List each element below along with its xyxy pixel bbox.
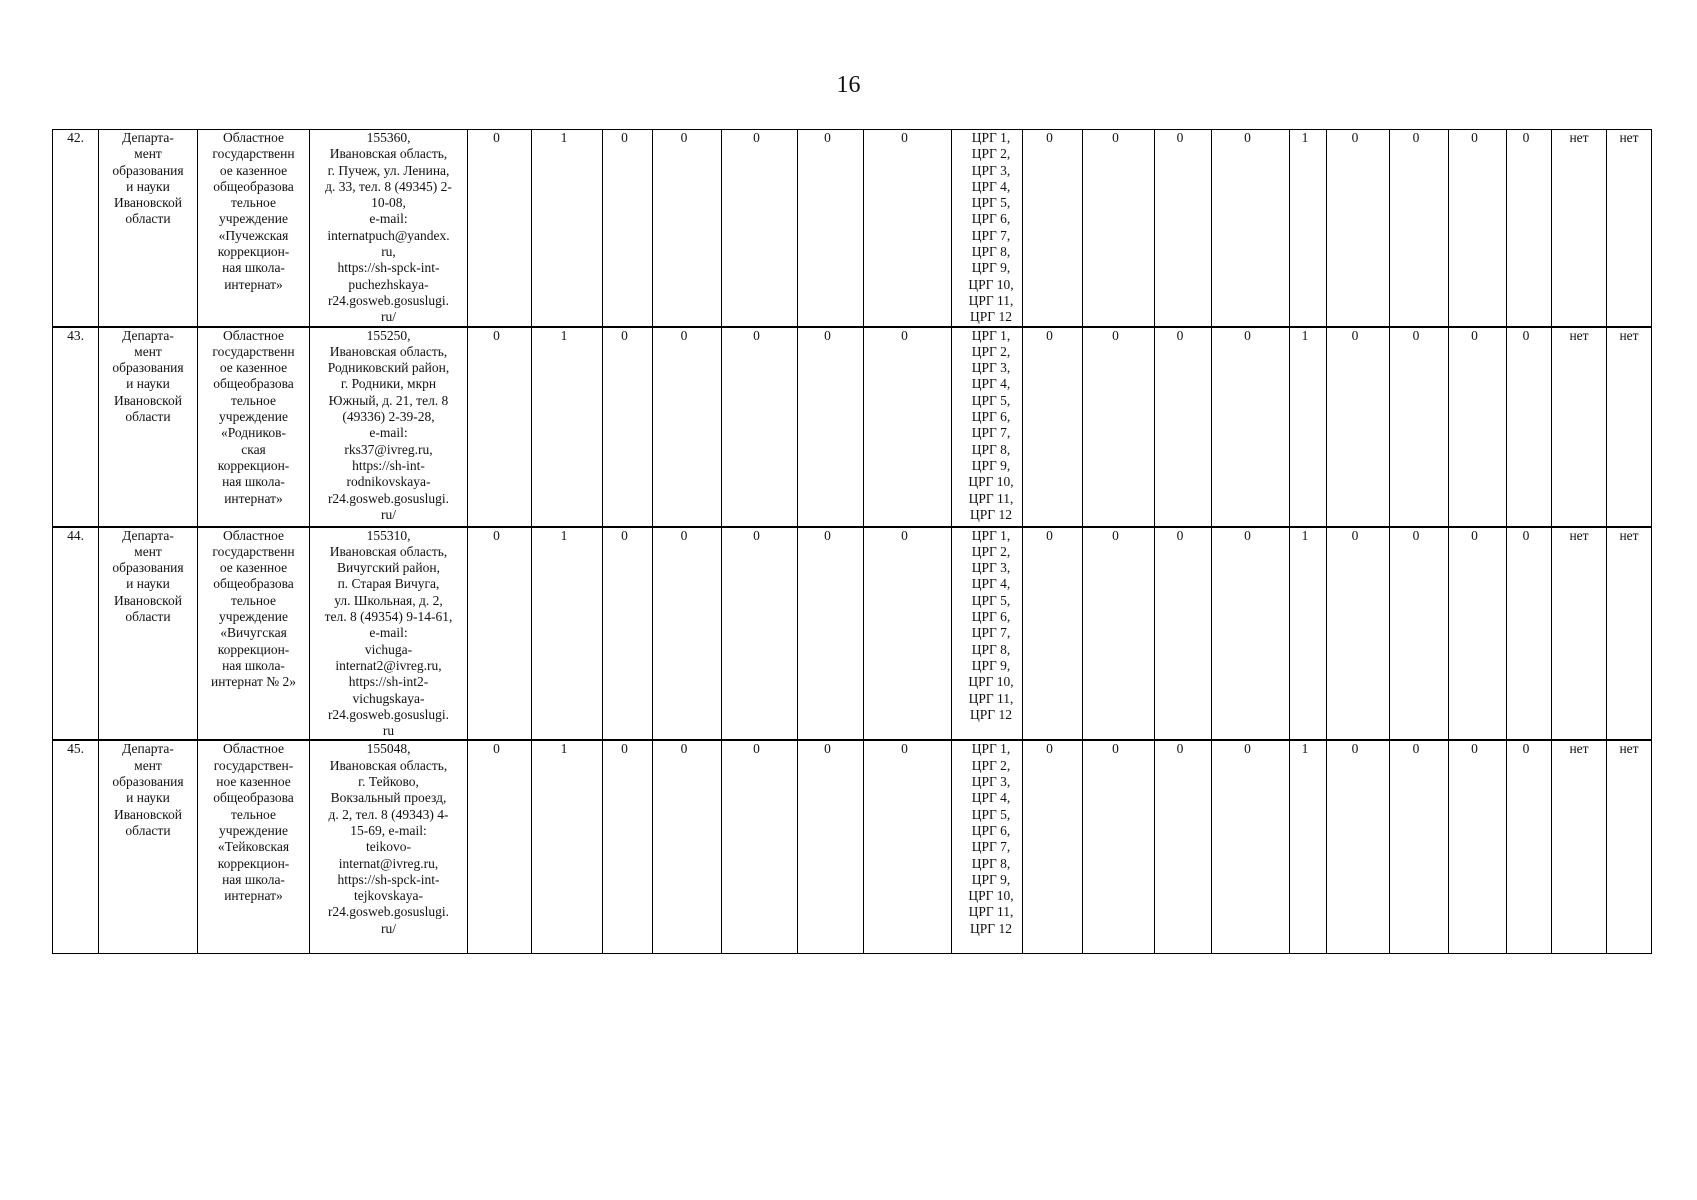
- institution-line: учреждение: [219, 822, 288, 838]
- address-line: r24.gosweb.gosuslugi.: [327, 490, 450, 506]
- address-line: г. Пучеж, ул. Ленина,: [327, 162, 450, 178]
- target-group-line: ЦРГ 1,: [971, 327, 1011, 343]
- address-line: д. 2, тел. 8 (49343) 4-: [328, 806, 449, 822]
- page-number: 16: [836, 72, 861, 98]
- value-cell: 0: [798, 130, 864, 327]
- target-group-line: ЦРГ 2,: [971, 343, 1011, 359]
- institution-line: ная школа-: [222, 657, 285, 673]
- address-line: тел. 8 (49354) 9-14-61,: [324, 609, 453, 625]
- value-cell: 0: [864, 130, 952, 327]
- yes-no-cell: нет: [1607, 740, 1652, 953]
- value-cell: 0: [468, 327, 532, 527]
- value-cell: 0: [1449, 740, 1507, 953]
- institution-line: ое казенное: [219, 162, 288, 178]
- value-cell: 0: [653, 130, 722, 327]
- institution-line: «Родников-: [220, 425, 287, 441]
- target-group-line: ЦРГ 6,: [971, 409, 1011, 425]
- row-number-cell: 45.: [53, 740, 99, 953]
- value-cell: 0: [1390, 327, 1449, 527]
- department-line: образования: [112, 560, 184, 576]
- department-line: Ивановской: [113, 592, 183, 608]
- value-cell: 0: [1083, 327, 1155, 527]
- target-group-line: ЦРГ 2,: [971, 757, 1011, 773]
- institution-cell: [198, 130, 310, 327]
- department-line: образования: [112, 774, 184, 790]
- value-cell: 0: [653, 527, 722, 741]
- target-group-line: ЦРГ 5,: [971, 806, 1011, 822]
- target-group-line: ЦРГ 8,: [971, 855, 1011, 871]
- yes-no-cell: нет: [1607, 130, 1652, 327]
- value-cell: 0: [653, 740, 722, 953]
- institution-line: общеобразова: [213, 790, 294, 806]
- target-group-line: ЦРГ 9,: [971, 871, 1011, 887]
- value-cell: 0: [1023, 740, 1083, 953]
- department-line: Департа-: [122, 130, 174, 145]
- target-group-line: ЦРГ 3,: [971, 560, 1011, 576]
- department-line: мент: [134, 146, 162, 162]
- table-row: [53, 527, 1652, 741]
- department-line: мент: [134, 343, 162, 359]
- institution-line: ное казенное: [216, 774, 291, 790]
- target-group-line: ЦРГ 4,: [971, 790, 1011, 806]
- value-cell: 1: [1290, 740, 1327, 953]
- target-group-line: ЦРГ 10,: [968, 276, 1014, 292]
- department-line: Департа-: [122, 527, 174, 543]
- department-line: Департа-: [122, 327, 174, 343]
- value-cell: 0: [1155, 527, 1212, 741]
- institution-line: тельное: [231, 806, 276, 822]
- target-group-line: ЦРГ 8,: [971, 641, 1011, 657]
- address-line: r24.gosweb.gosuslugi.: [327, 292, 450, 308]
- value-cell: 0: [798, 527, 864, 741]
- target-group-line: ЦРГ 5,: [971, 392, 1011, 408]
- value-cell: 0: [1449, 527, 1507, 741]
- value-cell: 0: [1327, 527, 1390, 741]
- address-line: г. Тейково,: [358, 774, 419, 790]
- institution-line: коррекцион-: [217, 855, 290, 871]
- value-cell: 0: [603, 327, 653, 527]
- value-cell: 0: [1507, 327, 1552, 527]
- value-cell: 0: [864, 527, 952, 741]
- value-cell: 0: [722, 740, 798, 953]
- institution-line: ная школа-: [222, 871, 285, 887]
- department-line: и науки: [126, 790, 170, 806]
- yes-no-cell: нет: [1607, 327, 1652, 527]
- value-cell: 0: [1507, 130, 1552, 327]
- value-cell: 0: [603, 527, 653, 741]
- department-line: Ивановской: [113, 806, 183, 822]
- institution-line: «Пучежская: [218, 227, 289, 243]
- target-group-line: ЦРГ 6,: [971, 609, 1011, 625]
- value-cell: 0: [1155, 740, 1212, 953]
- institution-line: интернат»: [224, 490, 283, 506]
- institution-line: общеобразова: [213, 178, 294, 194]
- value-cell: 0: [1212, 527, 1290, 741]
- department-line: области: [125, 822, 171, 838]
- target-group-line: ЦРГ 11,: [968, 904, 1014, 920]
- target-groups-cell: [952, 327, 1023, 527]
- target-group-line: ЦРГ 9,: [971, 260, 1011, 276]
- institution-line: «Тейковская: [217, 839, 290, 855]
- address-line: (49336) 2-39-28,: [342, 409, 435, 425]
- address-cell: [310, 130, 468, 327]
- address-line: 10-08,: [371, 195, 406, 211]
- target-groups-cell: [952, 740, 1023, 953]
- address-line: internat@ivreg.ru,: [338, 855, 439, 871]
- table-row: [53, 327, 1652, 527]
- target-group-line: ЦРГ 10,: [968, 888, 1014, 904]
- value-cell: 0: [1212, 740, 1290, 953]
- value-cell: 0: [722, 130, 798, 327]
- target-group-line: ЦРГ 3,: [971, 774, 1011, 790]
- address-line: г. Родники, мкрн: [340, 376, 437, 392]
- address-line: Вокзальный проезд,: [330, 790, 447, 806]
- value-cell: 1: [532, 527, 603, 741]
- department-line: области: [125, 211, 171, 227]
- value-cell: 1: [1290, 130, 1327, 327]
- target-group-line: ЦРГ 7,: [971, 839, 1011, 855]
- target-group-line: ЦРГ 8,: [971, 441, 1011, 457]
- institution-line: «Вичугская: [220, 625, 287, 641]
- department-line: и науки: [126, 376, 170, 392]
- target-group-line: ЦРГ 11,: [968, 490, 1014, 506]
- institution-line: государственн: [212, 543, 295, 559]
- address-line: puchezhskaya-: [348, 276, 429, 292]
- table-row: [53, 740, 1652, 953]
- address-line: Южный, д. 21, тел. 8: [328, 392, 449, 408]
- institution-line: ская: [241, 441, 266, 457]
- yes-no-cell: нет: [1552, 527, 1607, 741]
- department-cell: [99, 740, 198, 953]
- value-cell: 0: [1083, 130, 1155, 327]
- address-line: vichuga-: [364, 641, 413, 657]
- target-group-line: ЦРГ 10,: [968, 474, 1014, 490]
- target-group-line: ЦРГ 11,: [968, 292, 1014, 308]
- address-line: rks37@ivreg.ru,: [344, 441, 433, 457]
- target-group-line: ЦРГ 2,: [971, 543, 1011, 559]
- value-cell: 0: [798, 740, 864, 953]
- institution-line: Областное: [222, 741, 285, 757]
- value-cell: 0: [1390, 740, 1449, 953]
- value-cell: 0: [468, 130, 532, 327]
- address-line: https://sh-int2-: [348, 674, 429, 690]
- value-cell: 1: [532, 740, 603, 953]
- address-line: 155310,: [366, 527, 411, 543]
- address-cell: [310, 740, 468, 953]
- value-cell: 0: [1449, 130, 1507, 327]
- institution-line: интернат»: [224, 276, 283, 292]
- address-line: https://sh-spck-int-: [337, 871, 440, 887]
- value-cell: 1: [532, 130, 603, 327]
- value-cell: 0: [1327, 740, 1390, 953]
- institution-line: Областное: [222, 130, 285, 145]
- address-line: e-mail:: [369, 211, 408, 227]
- institution-line: тельное: [231, 592, 276, 608]
- value-cell: 0: [603, 740, 653, 953]
- target-group-line: ЦРГ 4,: [971, 576, 1011, 592]
- institution-line: государственн: [212, 146, 295, 162]
- department-line: Департа-: [122, 741, 174, 757]
- address-line: tejkovskaya-: [354, 888, 423, 904]
- target-groups-cell: [952, 527, 1023, 741]
- yes-no-cell: нет: [1552, 327, 1607, 527]
- value-cell: 0: [722, 527, 798, 741]
- value-cell: 0: [1023, 327, 1083, 527]
- target-group-line: ЦРГ 10,: [968, 674, 1014, 690]
- value-cell: 0: [1155, 327, 1212, 527]
- address-line: internatpuch@yandex.: [327, 227, 450, 243]
- address-line: Ивановская область,: [329, 757, 448, 773]
- address-line: 155048,: [366, 741, 411, 757]
- institution-line: ная школа-: [222, 474, 285, 490]
- yes-no-cell: нет: [1552, 740, 1607, 953]
- address-line: Ивановская область,: [329, 543, 448, 559]
- institution-cell: [198, 740, 310, 953]
- target-group-line: ЦРГ 4,: [971, 178, 1011, 194]
- value-cell: 0: [722, 327, 798, 527]
- value-cell: 0: [468, 527, 532, 741]
- institution-line: интернат № 2»: [211, 674, 296, 690]
- department-line: и науки: [126, 178, 170, 194]
- institution-line: ое казенное: [219, 560, 288, 576]
- target-group-line: ЦРГ 12: [970, 309, 1012, 325]
- institution-line: интернат»: [224, 888, 283, 904]
- institution-line: общеобразова: [213, 376, 294, 392]
- address-line: ru/: [381, 920, 396, 936]
- institution-line: государствен-: [213, 757, 294, 773]
- target-group-line: ЦРГ 5,: [971, 592, 1011, 608]
- institution-cell: [198, 527, 310, 741]
- value-cell: 1: [1290, 527, 1327, 741]
- value-cell: 0: [653, 327, 722, 527]
- department-line: Ивановской: [113, 195, 183, 211]
- row-number-cell: 43.: [53, 327, 99, 527]
- department-line: и науки: [126, 576, 170, 592]
- target-group-line: ЦРГ 12: [970, 920, 1012, 936]
- department-cell: [99, 130, 198, 327]
- value-cell: 0: [1449, 327, 1507, 527]
- row-number-cell: 42.: [53, 130, 99, 327]
- department-cell: [99, 527, 198, 741]
- institution-line: тельное: [231, 195, 276, 211]
- target-group-line: ЦРГ 3,: [971, 162, 1011, 178]
- institution-line: коррекцион-: [217, 244, 290, 260]
- department-line: области: [125, 409, 171, 425]
- institution-line: Областное: [222, 527, 285, 543]
- address-line: e-mail:: [369, 625, 408, 641]
- institutions-table: [52, 129, 1652, 954]
- department-line: области: [125, 609, 171, 625]
- target-group-line: ЦРГ 6,: [971, 822, 1011, 838]
- table-row: [53, 130, 1652, 327]
- address-line: internat2@ivreg.ru,: [335, 657, 442, 673]
- value-cell: 0: [1023, 130, 1083, 327]
- address-line: п. Старая Вичуга,: [337, 576, 440, 592]
- address-line: 155360,: [366, 130, 411, 145]
- value-cell: 0: [1083, 527, 1155, 741]
- department-line: образования: [112, 162, 184, 178]
- target-group-line: ЦРГ 3,: [971, 360, 1011, 376]
- address-cell: [310, 527, 468, 741]
- value-cell: 0: [468, 740, 532, 953]
- value-cell: 0: [1327, 327, 1390, 527]
- address-line: Вичугский район,: [337, 560, 440, 576]
- target-group-line: ЦРГ 11,: [968, 690, 1014, 706]
- target-group-line: ЦРГ 6,: [971, 211, 1011, 227]
- address-line: ru/: [381, 506, 396, 522]
- value-cell: 1: [532, 327, 603, 527]
- address-line: 155250,: [366, 327, 411, 343]
- address-line: ru,: [381, 244, 396, 260]
- target-group-line: ЦРГ 12: [970, 506, 1012, 522]
- address-line: r24.gosweb.gosuslugi.: [327, 904, 450, 920]
- target-group-line: ЦРГ 7,: [971, 425, 1011, 441]
- address-line: ru/: [381, 309, 396, 325]
- target-group-line: ЦРГ 5,: [971, 195, 1011, 211]
- institution-line: ое казенное: [219, 360, 288, 376]
- institution-line: государственн: [212, 343, 295, 359]
- address-line: д. 33, тел. 8 (49345) 2-: [325, 178, 452, 194]
- address-line: vichugskaya-: [352, 690, 425, 706]
- address-line: Родниковский район,: [327, 360, 450, 376]
- institution-line: учреждение: [219, 409, 288, 425]
- target-group-line: ЦРГ 1,: [971, 130, 1011, 145]
- value-cell: 0: [1155, 130, 1212, 327]
- value-cell: 0: [864, 327, 952, 527]
- institution-line: коррекцион-: [217, 641, 290, 657]
- address-line: Ивановская область,: [329, 343, 448, 359]
- address-line: e-mail:: [369, 425, 408, 441]
- value-cell: 0: [1390, 130, 1449, 327]
- address-line: teikovo-: [366, 839, 411, 855]
- target-group-line: ЦРГ 4,: [971, 376, 1011, 392]
- department-line: образования: [112, 360, 184, 376]
- target-group-line: ЦРГ 9,: [971, 657, 1011, 673]
- address-line: ru: [382, 723, 395, 739]
- department-line: мент: [134, 543, 162, 559]
- target-group-line: ЦРГ 2,: [971, 146, 1011, 162]
- institution-line: учреждение: [219, 211, 288, 227]
- institution-line: Областное: [222, 327, 285, 343]
- department-cell: [99, 327, 198, 527]
- address-line: Ивановская область,: [329, 146, 448, 162]
- institution-line: тельное: [231, 392, 276, 408]
- address-cell: [310, 327, 468, 527]
- yes-no-cell: нет: [1607, 527, 1652, 741]
- value-cell: 0: [1212, 130, 1290, 327]
- department-line: мент: [134, 757, 162, 773]
- target-group-line: ЦРГ 8,: [971, 244, 1011, 260]
- value-cell: 0: [864, 740, 952, 953]
- target-group-line: ЦРГ 9,: [971, 457, 1011, 473]
- value-cell: 0: [603, 130, 653, 327]
- address-line: ул. Школьная, д. 2,: [334, 592, 443, 608]
- value-cell: 0: [1507, 527, 1552, 741]
- target-group-line: ЦРГ 12: [970, 706, 1012, 722]
- value-cell: 0: [1507, 740, 1552, 953]
- row-number-cell: 44.: [53, 527, 99, 741]
- target-groups-cell: [952, 130, 1023, 327]
- address-line: r24.gosweb.gosuslugi.: [327, 706, 450, 722]
- institution-line: ная школа-: [222, 260, 285, 276]
- value-cell: 1: [1290, 327, 1327, 527]
- address-line: https://sh-int-: [352, 457, 425, 473]
- institution-line: коррекцион-: [217, 457, 290, 473]
- value-cell: 0: [1083, 740, 1155, 953]
- target-group-line: ЦРГ 1,: [971, 527, 1011, 543]
- department-line: Ивановской: [113, 392, 183, 408]
- institution-cell: [198, 327, 310, 527]
- value-cell: 0: [1212, 327, 1290, 527]
- value-cell: 0: [1390, 527, 1449, 741]
- target-group-line: ЦРГ 7,: [971, 227, 1011, 243]
- value-cell: 0: [1327, 130, 1390, 327]
- address-line: 15-69, e-mail:: [350, 822, 427, 838]
- target-group-line: ЦРГ 1,: [971, 741, 1011, 757]
- target-group-line: ЦРГ 7,: [971, 625, 1011, 641]
- address-line: rodnikovskaya-: [346, 474, 431, 490]
- institution-line: общеобразова: [213, 576, 294, 592]
- institution-line: учреждение: [219, 609, 288, 625]
- value-cell: 0: [1023, 527, 1083, 741]
- address-line: https://sh-spck-int-: [337, 260, 440, 276]
- yes-no-cell: нет: [1552, 130, 1607, 327]
- value-cell: 0: [798, 327, 864, 527]
